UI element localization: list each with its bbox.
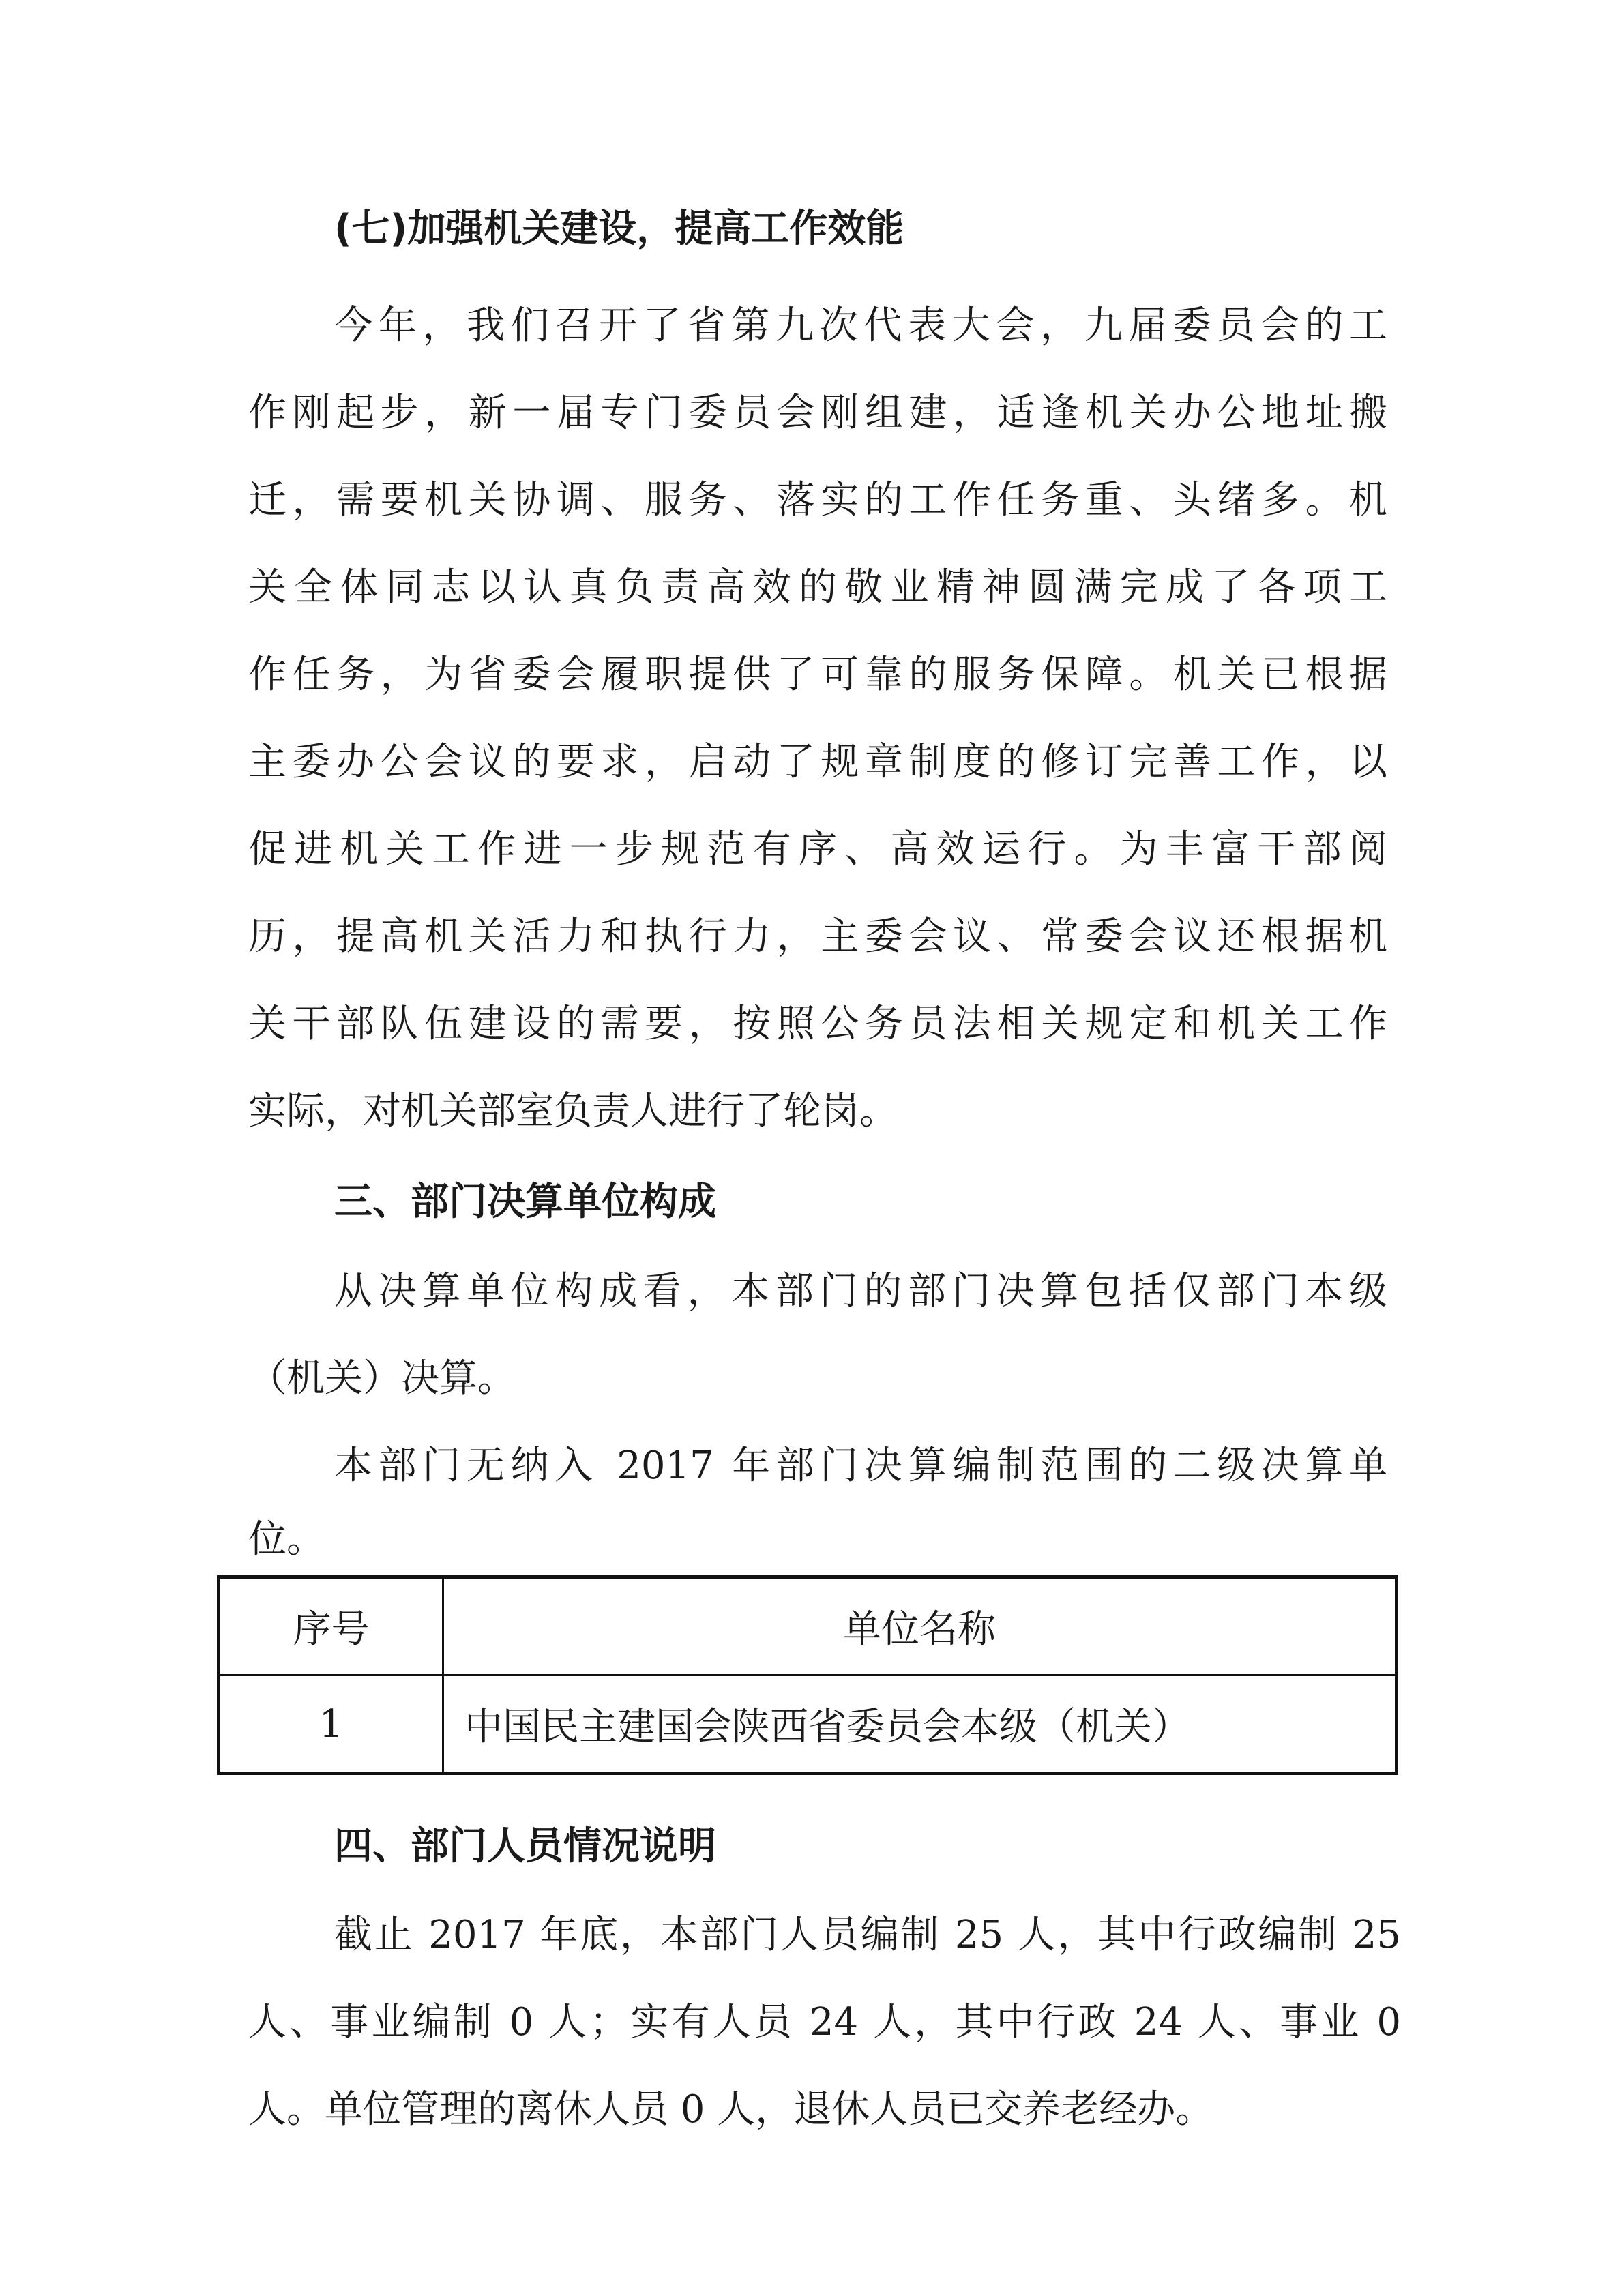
paragraph-line: 人、事业编制 0 人；实有人员 24 人，其中行政 24 人、事业 0 — [248, 2000, 1401, 2044]
table-cell-index: 1 — [219, 1675, 443, 1774]
paragraph-line: （机关）决算。 — [248, 1356, 516, 1401]
table-header-unit-name: 单位名称 — [443, 1577, 1397, 1675]
paragraph-line: 位。 — [248, 1517, 325, 1562]
paragraph-line: 截止 2017 年底，本部门人员编制 25 人，其中行政编制 25 — [334, 1913, 1401, 1957]
unit-table — [217, 1575, 1398, 1775]
section-heading-3: 三、部门决算单位构成 — [334, 1180, 716, 1224]
paragraph-line: 历，提高机关活力和执行力，主委会议、常委会议还根据机 — [248, 914, 1387, 959]
paragraph-line: 本部门无纳入 2017 年部门决算编制范围的二级决算单 — [334, 1444, 1387, 1488]
paragraph-line: 促进机关工作进一步规范有序、高效运行。为丰富干部阅 — [248, 827, 1387, 871]
paragraph-line: 今年，我们召开了省第九次代表大会，九届委员会的工 — [334, 303, 1387, 348]
table-header-index: 序号 — [219, 1577, 443, 1675]
paragraph-line: 作刚起步，新一届专门委员会刚组建，适逢机关办公地址搬 — [248, 391, 1387, 435]
table-header-row — [219, 1577, 1397, 1675]
table-row — [219, 1675, 1397, 1774]
paragraph-line: 人。单位管理的离休人员 0 人，退休人员已交养老经办。 — [248, 2087, 1214, 2132]
paragraph-line: 实际，对机关部室负责人进行了轮岗。 — [248, 1089, 898, 1133]
section-heading-4: 四、部门人员情况说明 — [334, 1824, 716, 1868]
paragraph-line: 关干部队伍建设的需要，按照公务员法相关规定和机关工作 — [248, 1002, 1387, 1046]
paragraph-line: 作任务，为省委会履职提供了可靠的服务保障。机关已根据 — [248, 653, 1387, 697]
paragraph-line: 从决算单位构成看，本部门的部门决算包括仅部门本级 — [334, 1269, 1387, 1313]
table-cell-unit-name: 中国民主建国会陕西省委员会本级（机关） — [443, 1675, 1397, 1774]
paragraph-line: 主委办公会议的要求，启动了规章制度的修订完善工作，以 — [248, 740, 1387, 784]
paragraph-line: 关全体同志以认真负责高效的敬业精神圆满完成了各项工 — [248, 565, 1387, 610]
paragraph-line: 迁，需要机关协调、服务、落实的工作任务重、头绪多。机 — [248, 478, 1387, 522]
section-heading-7: (七)加强机关建设，提高工作效能 — [334, 207, 904, 251]
